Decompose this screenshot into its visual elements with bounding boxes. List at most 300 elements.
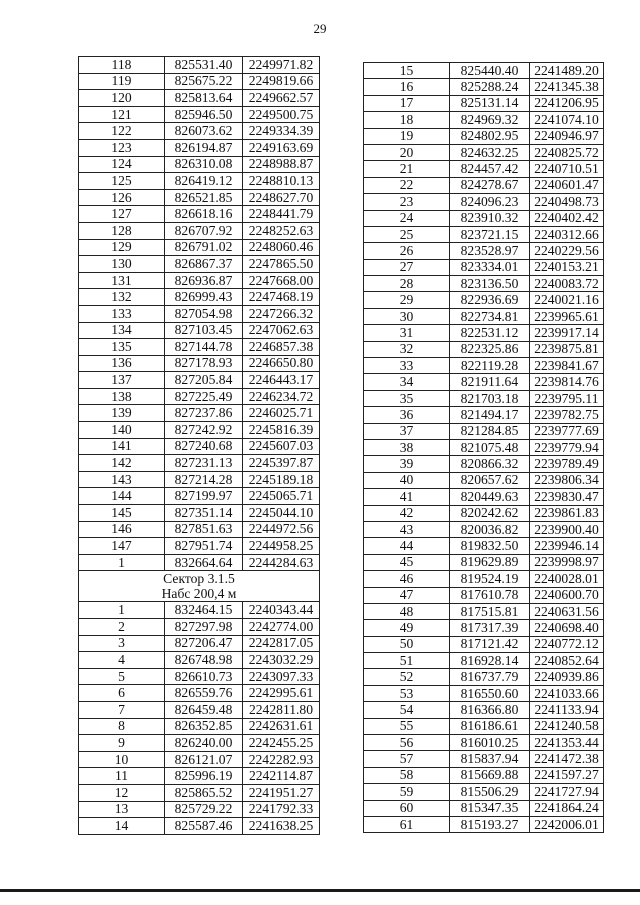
point-number: 38 [364, 439, 450, 455]
point-number: 139 [79, 405, 165, 422]
y-coordinate: 2245397.87 [243, 455, 320, 472]
x-coordinate: 827199.97 [165, 488, 243, 505]
x-coordinate: 827144.78 [165, 339, 243, 356]
table-row [79, 156, 320, 173]
x-coordinate: 816928.14 [450, 653, 530, 669]
y-coordinate: 2246650.80 [243, 355, 320, 372]
point-number: 40 [364, 472, 450, 488]
x-coordinate: 819832.50 [450, 538, 530, 554]
point-number: 134 [79, 322, 165, 339]
x-coordinate: 832464.15 [165, 602, 243, 619]
point-number: 23 [364, 194, 450, 210]
y-coordinate: 2247668.00 [243, 272, 320, 289]
point-number: 13 [79, 801, 165, 818]
y-coordinate: 2241240.58 [530, 718, 604, 734]
point-number: 146 [79, 521, 165, 538]
x-coordinate: 824278.67 [450, 177, 530, 193]
point-number: 14 [79, 818, 165, 835]
x-coordinate: 826559.76 [165, 685, 243, 702]
point-number: 138 [79, 388, 165, 405]
point-number: 24 [364, 210, 450, 226]
table-row [364, 538, 604, 554]
point-number: 30 [364, 308, 450, 324]
x-coordinate: 821284.85 [450, 423, 530, 439]
table-row [364, 259, 604, 275]
y-coordinate: 2241345.38 [530, 79, 604, 95]
point-number: 21 [364, 161, 450, 177]
y-coordinate: 2241638.25 [243, 818, 320, 835]
y-coordinate: 2241074.10 [530, 112, 604, 128]
table-row [79, 685, 320, 702]
point-number: 7 [79, 701, 165, 718]
table-row [79, 339, 320, 356]
point-number: 53 [364, 685, 450, 701]
y-coordinate: 2242774.00 [243, 619, 320, 636]
table-row [79, 538, 320, 555]
y-coordinate: 2240028.01 [530, 571, 604, 587]
table-row [364, 767, 604, 783]
table-row [79, 602, 320, 619]
table-row [79, 735, 320, 752]
table-row [364, 374, 604, 390]
point-number: 36 [364, 407, 450, 423]
point-number: 147 [79, 538, 165, 555]
y-coordinate: 2242282.93 [243, 751, 320, 768]
x-coordinate: 827951.74 [165, 538, 243, 555]
y-coordinate: 2241951.27 [243, 784, 320, 801]
table-row [79, 652, 320, 669]
y-coordinate: 2240631.56 [530, 603, 604, 619]
point-number: 48 [364, 603, 450, 619]
page-number: 29 [313, 21, 327, 36]
table-row [79, 619, 320, 636]
table-row [364, 816, 604, 832]
x-coordinate: 827851.63 [165, 521, 243, 538]
y-coordinate: 2248441.79 [243, 206, 320, 223]
x-coordinate: 827214.28 [165, 471, 243, 488]
x-coordinate: 825288.24 [450, 79, 530, 95]
point-number: 130 [79, 256, 165, 273]
y-coordinate: 2246857.38 [243, 339, 320, 356]
x-coordinate: 826459.48 [165, 701, 243, 718]
point-number: 132 [79, 289, 165, 306]
point-number: 54 [364, 702, 450, 718]
x-coordinate: 824096.23 [450, 194, 530, 210]
x-coordinate: 823334.01 [450, 259, 530, 275]
y-coordinate: 2241597.27 [530, 767, 604, 783]
y-coordinate: 2244958.25 [243, 538, 320, 555]
point-number: 143 [79, 471, 165, 488]
point-number: 120 [79, 90, 165, 107]
x-coordinate: 815669.88 [450, 767, 530, 783]
x-coordinate: 821494.17 [450, 407, 530, 423]
point-number: 133 [79, 305, 165, 322]
y-coordinate: 2246234.72 [243, 388, 320, 405]
x-coordinate: 815347.35 [450, 800, 530, 816]
section-header [79, 571, 320, 602]
point-number: 118 [79, 57, 165, 74]
y-coordinate: 2240710.51 [530, 161, 604, 177]
table-row [79, 668, 320, 685]
x-coordinate: 826618.16 [165, 206, 243, 223]
table-row [364, 276, 604, 292]
table-row [79, 322, 320, 339]
table-row [79, 139, 320, 156]
x-coordinate: 826194.87 [165, 139, 243, 156]
point-number: 25 [364, 226, 450, 242]
point-number: 33 [364, 358, 450, 374]
point-number: 136 [79, 355, 165, 372]
table-row [364, 587, 604, 603]
y-coordinate: 2248627.70 [243, 189, 320, 206]
x-coordinate: 822325.86 [450, 341, 530, 357]
x-coordinate: 822734.81 [450, 308, 530, 324]
point-number: 1 [79, 602, 165, 619]
y-coordinate: 2249334.39 [243, 123, 320, 140]
y-coordinate: 2243097.33 [243, 668, 320, 685]
point-number: 47 [364, 587, 450, 603]
x-coordinate: 816010.25 [450, 735, 530, 751]
x-coordinate: 827178.93 [165, 355, 243, 372]
table-row [79, 554, 320, 571]
table-row [364, 210, 604, 226]
table-row [79, 355, 320, 372]
y-coordinate: 2245607.03 [243, 438, 320, 455]
x-coordinate: 820657.62 [450, 472, 530, 488]
x-coordinate: 826073.62 [165, 123, 243, 140]
x-coordinate: 825675.22 [165, 73, 243, 90]
point-number: 27 [364, 259, 450, 275]
x-coordinate: 817317.39 [450, 620, 530, 636]
table-row [364, 521, 604, 537]
table-row [79, 784, 320, 801]
point-number: 45 [364, 554, 450, 570]
table-row [79, 751, 320, 768]
x-coordinate: 816550.60 [450, 685, 530, 701]
table-row [364, 554, 604, 570]
point-number: 12 [79, 784, 165, 801]
coordinates-table-left-body [79, 57, 320, 835]
table-row [79, 73, 320, 90]
x-coordinate: 826521.85 [165, 189, 243, 206]
x-coordinate: 825865.52 [165, 784, 243, 801]
table-row [364, 95, 604, 111]
y-coordinate: 2247865.50 [243, 256, 320, 273]
x-coordinate: 823528.97 [450, 243, 530, 259]
table-row [79, 801, 320, 818]
point-number: 22 [364, 177, 450, 193]
table-row [79, 471, 320, 488]
point-number: 9 [79, 735, 165, 752]
y-coordinate: 2239841.67 [530, 358, 604, 374]
point-number: 125 [79, 173, 165, 190]
table-row [364, 718, 604, 734]
y-coordinate: 2239782.75 [530, 407, 604, 423]
y-coordinate: 2241727.94 [530, 784, 604, 800]
table-row [364, 603, 604, 619]
point-number: 32 [364, 341, 450, 357]
table-row [364, 784, 604, 800]
x-coordinate: 824802.95 [450, 128, 530, 144]
point-number: 145 [79, 505, 165, 522]
table-row [79, 90, 320, 107]
table-row [364, 423, 604, 439]
table-row [79, 256, 320, 273]
x-coordinate: 822119.28 [450, 358, 530, 374]
y-coordinate: 2248060.46 [243, 239, 320, 256]
point-number: 11 [79, 768, 165, 785]
table-row [79, 422, 320, 439]
scan-bottom-edge [0, 889, 640, 892]
point-number: 137 [79, 372, 165, 389]
table-row [79, 173, 320, 190]
y-coordinate: 2239900.40 [530, 521, 604, 537]
y-coordinate: 2245044.10 [243, 505, 320, 522]
x-coordinate: 815506.29 [450, 784, 530, 800]
x-coordinate: 826867.37 [165, 256, 243, 273]
y-coordinate: 2247468.19 [243, 289, 320, 306]
point-number: 5 [79, 668, 165, 685]
y-coordinate: 2243032.29 [243, 652, 320, 669]
table-row [364, 194, 604, 210]
x-coordinate: 826240.00 [165, 735, 243, 752]
y-coordinate: 2239814.76 [530, 374, 604, 390]
table-row [79, 521, 320, 538]
x-coordinate: 827240.68 [165, 438, 243, 455]
y-coordinate: 2242631.61 [243, 718, 320, 735]
point-number: 34 [364, 374, 450, 390]
point-number: 49 [364, 620, 450, 636]
table-row [79, 272, 320, 289]
y-coordinate: 2241206.95 [530, 95, 604, 111]
y-coordinate: 2240939.86 [530, 669, 604, 685]
y-coordinate: 2240083.72 [530, 276, 604, 292]
x-coordinate: 826310.08 [165, 156, 243, 173]
table-row [79, 123, 320, 140]
y-coordinate: 2249662.57 [243, 90, 320, 107]
table-row [79, 305, 320, 322]
x-coordinate: 827205.84 [165, 372, 243, 389]
coordinates-table-right [363, 62, 604, 833]
point-number: 57 [364, 751, 450, 767]
point-number: 46 [364, 571, 450, 587]
x-coordinate: 819629.89 [450, 554, 530, 570]
point-number: 140 [79, 422, 165, 439]
point-number: 15 [364, 63, 450, 79]
y-coordinate: 2242817.05 [243, 635, 320, 652]
point-number: 10 [79, 751, 165, 768]
y-coordinate: 2240021.16 [530, 292, 604, 308]
x-coordinate: 821075.48 [450, 439, 530, 455]
table-row [364, 653, 604, 669]
y-coordinate: 2240153.21 [530, 259, 604, 275]
section-header-row [79, 571, 320, 602]
table-row [79, 57, 320, 74]
x-coordinate: 827297.98 [165, 619, 243, 636]
y-coordinate: 2245189.18 [243, 471, 320, 488]
x-coordinate: 825946.50 [165, 106, 243, 123]
point-number: 128 [79, 222, 165, 239]
y-coordinate: 2241033.66 [530, 685, 604, 701]
y-coordinate: 2242006.01 [530, 816, 604, 832]
table-row [79, 438, 320, 455]
table-row [79, 768, 320, 785]
table-row [364, 407, 604, 423]
x-coordinate: 827242.92 [165, 422, 243, 439]
table-row [79, 222, 320, 239]
x-coordinate: 825440.40 [450, 63, 530, 79]
x-coordinate: 820242.62 [450, 505, 530, 521]
table-row [364, 79, 604, 95]
table-row [364, 292, 604, 308]
point-number: 50 [364, 636, 450, 652]
point-number: 135 [79, 339, 165, 356]
table-row [79, 718, 320, 735]
y-coordinate: 2241489.20 [530, 63, 604, 79]
point-number: 127 [79, 206, 165, 223]
x-coordinate: 823910.32 [450, 210, 530, 226]
x-coordinate: 816737.79 [450, 669, 530, 685]
y-coordinate: 2240946.97 [530, 128, 604, 144]
y-coordinate: 2249819.66 [243, 73, 320, 90]
y-coordinate: 2239998.97 [530, 554, 604, 570]
table-row [79, 455, 320, 472]
table-row [79, 701, 320, 718]
point-number: 1 [79, 554, 165, 571]
x-coordinate: 826352.85 [165, 718, 243, 735]
table-row [364, 456, 604, 472]
table-row [364, 702, 604, 718]
point-number: 39 [364, 456, 450, 472]
point-number: 58 [364, 767, 450, 783]
y-coordinate: 2244972.56 [243, 521, 320, 538]
point-number: 28 [364, 276, 450, 292]
y-coordinate: 2239875.81 [530, 341, 604, 357]
x-coordinate: 825813.64 [165, 90, 243, 107]
section-title: Сектор 3.1.5 [163, 571, 235, 587]
table-row [364, 226, 604, 242]
point-number: 119 [79, 73, 165, 90]
point-number: 44 [364, 538, 450, 554]
x-coordinate: 827351.14 [165, 505, 243, 522]
x-coordinate: 824632.25 [450, 144, 530, 160]
table-row [364, 325, 604, 341]
x-coordinate: 826791.02 [165, 239, 243, 256]
x-coordinate: 822936.69 [450, 292, 530, 308]
table-row [364, 685, 604, 701]
table-row [364, 341, 604, 357]
table-row [364, 636, 604, 652]
x-coordinate: 825996.19 [165, 768, 243, 785]
table-row [364, 735, 604, 751]
table-row [79, 106, 320, 123]
x-coordinate: 826936.87 [165, 272, 243, 289]
point-number: 60 [364, 800, 450, 816]
coordinates-table-right-body [364, 63, 604, 833]
x-coordinate: 820449.63 [450, 489, 530, 505]
y-coordinate: 2239917.14 [530, 325, 604, 341]
point-number: 56 [364, 735, 450, 751]
point-number: 41 [364, 489, 450, 505]
y-coordinate: 2240402.42 [530, 210, 604, 226]
point-number: 31 [364, 325, 450, 341]
y-coordinate: 2241472.38 [530, 751, 604, 767]
table-row [79, 405, 320, 422]
table-row [79, 372, 320, 389]
y-coordinate: 2245065.71 [243, 488, 320, 505]
point-number: 3 [79, 635, 165, 652]
y-coordinate: 2239946.14 [530, 538, 604, 554]
x-coordinate: 815193.27 [450, 816, 530, 832]
table-row [364, 243, 604, 259]
y-coordinate: 2240601.47 [530, 177, 604, 193]
x-coordinate: 823136.50 [450, 276, 530, 292]
x-coordinate: 832664.64 [165, 554, 243, 571]
x-coordinate: 826999.43 [165, 289, 243, 306]
point-number: 142 [79, 455, 165, 472]
y-coordinate: 2239795.11 [530, 390, 604, 406]
point-number: 131 [79, 272, 165, 289]
table-row [364, 620, 604, 636]
y-coordinate: 2240772.12 [530, 636, 604, 652]
x-coordinate: 827225.49 [165, 388, 243, 405]
table-row [364, 358, 604, 374]
x-coordinate: 821911.64 [450, 374, 530, 390]
y-coordinate: 2241864.24 [530, 800, 604, 816]
y-coordinate: 2240343.44 [243, 602, 320, 619]
x-coordinate: 815837.94 [450, 751, 530, 767]
table-row [364, 571, 604, 587]
table-row [364, 112, 604, 128]
point-number: 61 [364, 816, 450, 832]
y-coordinate: 2239806.34 [530, 472, 604, 488]
y-coordinate: 2246443.17 [243, 372, 320, 389]
point-number: 43 [364, 521, 450, 537]
y-coordinate: 2249500.75 [243, 106, 320, 123]
x-coordinate: 822531.12 [450, 325, 530, 341]
x-coordinate: 827237.86 [165, 405, 243, 422]
x-coordinate: 816186.61 [450, 718, 530, 734]
point-number: 122 [79, 123, 165, 140]
y-coordinate: 2239777.69 [530, 423, 604, 439]
table-row [364, 144, 604, 160]
point-number: 18 [364, 112, 450, 128]
y-coordinate: 2239861.83 [530, 505, 604, 521]
table-row [364, 63, 604, 79]
point-number: 35 [364, 390, 450, 406]
table-row [79, 818, 320, 835]
table-row [364, 161, 604, 177]
x-coordinate: 827054.98 [165, 305, 243, 322]
point-number: 144 [79, 488, 165, 505]
y-coordinate: 2240312.66 [530, 226, 604, 242]
section-depth: Набс 200,4 м [161, 586, 237, 602]
point-number: 129 [79, 239, 165, 256]
y-coordinate: 2242455.25 [243, 735, 320, 752]
table-row [79, 206, 320, 223]
x-coordinate: 825729.22 [165, 801, 243, 818]
x-coordinate: 825131.14 [450, 95, 530, 111]
table-row [364, 505, 604, 521]
table-row [364, 751, 604, 767]
y-coordinate: 2239830.47 [530, 489, 604, 505]
x-coordinate: 825587.46 [165, 818, 243, 835]
x-coordinate: 824969.32 [450, 112, 530, 128]
y-coordinate: 2239965.61 [530, 308, 604, 324]
x-coordinate: 827231.13 [165, 455, 243, 472]
table-row [364, 390, 604, 406]
y-coordinate: 2240852.64 [530, 653, 604, 669]
